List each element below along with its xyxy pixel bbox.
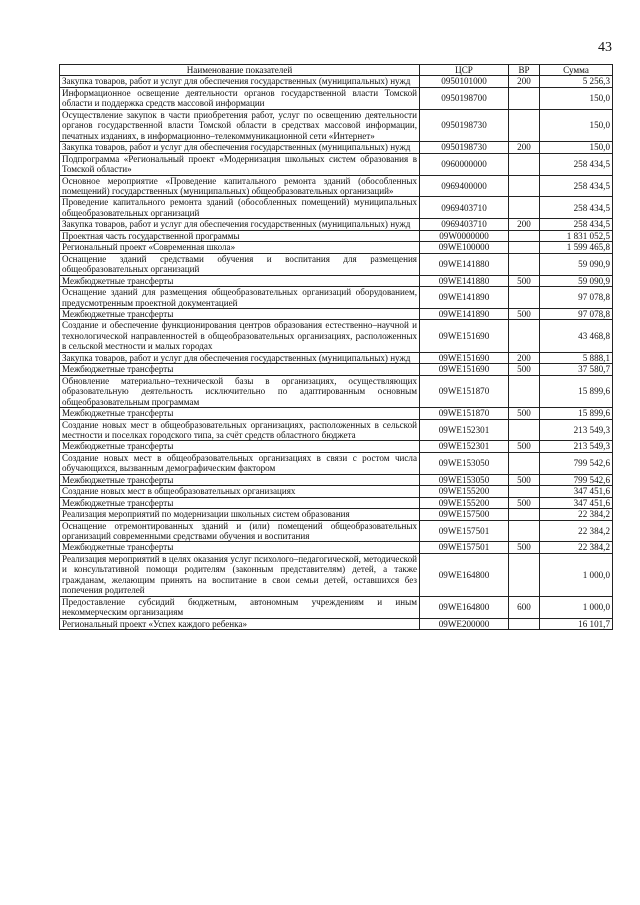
page-number: 43 xyxy=(598,40,612,55)
table-row xyxy=(60,287,613,309)
cell-csr: 0950198730 xyxy=(420,109,509,141)
cell-name: Межбюджетные трансферты xyxy=(60,441,420,452)
cell-sum: 799 542,6 xyxy=(540,474,613,485)
cell-csr: 0969403710 xyxy=(420,197,509,219)
cell-csr: 0969400000 xyxy=(420,175,509,197)
cell-csr: 09WE157500 xyxy=(420,509,509,520)
cell-name: Межбюджетные трансферты xyxy=(60,308,420,319)
table-row xyxy=(60,441,613,452)
cell-vr xyxy=(509,452,540,474)
table-row xyxy=(60,352,613,363)
cell-csr: 0950198730 xyxy=(420,142,509,153)
cell-csr: 09WE155200 xyxy=(420,497,509,508)
cell-csr: 0960000000 xyxy=(420,153,509,175)
cell-name: Закупка товаров, работ и услуг для обеспечения государственных (муниципальных) нужд xyxy=(60,352,420,363)
cell-vr: 500 xyxy=(509,308,540,319)
cell-csr: 09WE141890 xyxy=(420,287,509,309)
cell-sum: 97 078,8 xyxy=(540,308,613,319)
cell-vr xyxy=(509,242,540,253)
cell-sum: 22 384,2 xyxy=(540,520,613,542)
cell-vr xyxy=(509,419,540,441)
cell-name: Закупка товаров, работ и услуг для обеспечения государственных (муниципальных) нужд xyxy=(60,76,420,87)
cell-csr: 09WE152301 xyxy=(420,419,509,441)
cell-sum: 5 888,1 xyxy=(540,352,613,363)
cell-csr: 09WE164800 xyxy=(420,596,509,618)
cell-vr xyxy=(509,197,540,219)
table-row xyxy=(60,142,613,153)
table-row xyxy=(60,375,613,407)
cell-vr: 500 xyxy=(509,542,540,553)
cell-name: Закупка товаров, работ и услуг для обеспечения государственных (муниципальных) нужд xyxy=(60,142,420,153)
cell-csr: 09WE100000 xyxy=(420,242,509,253)
cell-name: Информационное освещение деятельности органов государственной власти Томской области и поддержка средств массовой информации xyxy=(60,87,420,109)
cell-vr: 500 xyxy=(509,497,540,508)
cell-vr xyxy=(509,618,540,629)
header-vr: ВР xyxy=(509,65,540,76)
cell-vr xyxy=(509,375,540,407)
cell-csr: 09WE155200 xyxy=(420,486,509,497)
cell-vr xyxy=(509,253,540,275)
cell-name: Реализация мероприятий по модернизации школьных систем образования xyxy=(60,509,420,520)
cell-csr: 0950101000 xyxy=(420,76,509,87)
cell-csr: 09WE153050 xyxy=(420,474,509,485)
cell-name: Создание новых мест в общеобразовательных организациях xyxy=(60,486,420,497)
cell-vr xyxy=(509,553,540,596)
cell-vr: 500 xyxy=(509,408,540,419)
cell-sum: 150,0 xyxy=(540,109,613,141)
cell-vr: 200 xyxy=(509,352,540,363)
table-row xyxy=(60,87,613,109)
table-row xyxy=(60,486,613,497)
cell-csr: 09WE200000 xyxy=(420,618,509,629)
cell-sum: 1 599 465,8 xyxy=(540,242,613,253)
cell-name: Межбюджетные трансферты xyxy=(60,497,420,508)
cell-vr: 500 xyxy=(509,364,540,375)
cell-vr xyxy=(509,486,540,497)
cell-vr xyxy=(509,287,540,309)
cell-csr: 09WE152301 xyxy=(420,441,509,452)
cell-csr: 09WE141880 xyxy=(420,253,509,275)
header-name: Наименование показателей xyxy=(60,65,420,76)
cell-csr: 09WE151690 xyxy=(420,352,509,363)
cell-sum: 347 451,6 xyxy=(540,486,613,497)
cell-vr xyxy=(509,109,540,141)
cell-sum: 5 256,3 xyxy=(540,76,613,87)
cell-sum: 15 899,6 xyxy=(540,375,613,407)
cell-sum: 15 899,6 xyxy=(540,408,613,419)
table-row xyxy=(60,242,613,253)
cell-sum: 1 831 052,5 xyxy=(540,230,613,241)
cell-name: Оснащение зданий для размещения общеобразовательных организаций оборудованием, предусмотренным проектной документацией xyxy=(60,287,420,309)
cell-name: Основное мероприятие «Проведение капитального ремонта зданий (обособленных помещений) государственных (муниципальных) общеобразовательных организаций» xyxy=(60,175,420,197)
cell-name: Создание новых мест в общеобразовательных организациях, расположенных в сельской местности и поселках городского типа, за счёт средств областного бюджета xyxy=(60,419,420,441)
cell-sum: 97 078,8 xyxy=(540,287,613,309)
cell-name: Создание и обеспечение функционирования центров образования естественно–научной и технологической направленностей в общеобразовательных организациях, расположенных в сельской местности и малых городах xyxy=(60,320,420,352)
cell-sum: 37 580,7 xyxy=(540,364,613,375)
cell-csr: 09WE153050 xyxy=(420,452,509,474)
cell-csr: 09WE141880 xyxy=(420,275,509,286)
cell-vr: 200 xyxy=(509,142,540,153)
table-row xyxy=(60,520,613,542)
cell-vr xyxy=(509,509,540,520)
cell-csr: 09WE164800 xyxy=(420,553,509,596)
cell-csr: 09WE151870 xyxy=(420,375,509,407)
cell-sum: 59 090,9 xyxy=(540,275,613,286)
cell-name: Предоставление субсидий бюджетным, автономным учреждениям и иным некоммерческим организациям xyxy=(60,596,420,618)
cell-sum: 43 468,8 xyxy=(540,320,613,352)
cell-sum: 258 434,5 xyxy=(540,197,613,219)
table-row xyxy=(60,553,613,596)
cell-name: Создание новых мест в общеобразовательных организациях в связи с ростом числа обучающихся, вызванным демографическим фактором xyxy=(60,452,420,474)
cell-sum: 258 434,5 xyxy=(540,153,613,175)
cell-vr xyxy=(509,520,540,542)
cell-csr: 0950198700 xyxy=(420,87,509,109)
cell-vr xyxy=(509,320,540,352)
table-row xyxy=(60,474,613,485)
table-row xyxy=(60,153,613,175)
cell-name: Осуществление закупок в части приобретения работ, услуг по освещению деятельности органов государственной власти Томской области в средствах массовой информации, печатных изданиях, в информационно–телекоммуникационной сети «Интернет» xyxy=(60,109,420,141)
table-row xyxy=(60,618,613,629)
table-header xyxy=(60,65,613,76)
cell-sum: 22 384,2 xyxy=(540,509,613,520)
cell-csr: 09WE157501 xyxy=(420,542,509,553)
cell-sum: 799 542,6 xyxy=(540,452,613,474)
table-row xyxy=(60,197,613,219)
cell-name: Проектная часть государственной программы xyxy=(60,230,420,241)
cell-sum: 150,0 xyxy=(540,142,613,153)
cell-csr: 0969403710 xyxy=(420,219,509,230)
cell-name: Реализация мероприятий в целях оказания услуг психолого–педагогической, методической и консультативной помощи родителям (законным представителям) детей, а также гражданам, желающим принять на воспитание в свои семьи детей, оставшихся без попечения родителей xyxy=(60,553,420,596)
cell-name: Межбюджетные трансферты xyxy=(60,275,420,286)
table-row xyxy=(60,596,613,618)
table-row xyxy=(60,219,613,230)
cell-sum: 1 000,0 xyxy=(540,553,613,596)
cell-csr: 09W0000000 xyxy=(420,230,509,241)
cell-name: Проведение капитального ремонта зданий (обособленных помещений) муниципальных общеобразовательных организаций xyxy=(60,197,420,219)
cell-vr xyxy=(509,175,540,197)
cell-sum: 1 000,0 xyxy=(540,596,613,618)
cell-name: Подпрограмма «Региональный проект «Модернизация школьных систем образования в Томской области» xyxy=(60,153,420,175)
cell-vr: 500 xyxy=(509,275,540,286)
table-row xyxy=(60,509,613,520)
table-row xyxy=(60,452,613,474)
header-csr: ЦСР xyxy=(420,65,509,76)
cell-vr: 500 xyxy=(509,474,540,485)
header-sum: Сумма xyxy=(540,65,613,76)
cell-name: Закупка товаров, работ и услуг для обеспечения государственных (муниципальных) нужд xyxy=(60,219,420,230)
cell-sum: 213 549,3 xyxy=(540,441,613,452)
cell-name: Оснащение отремонтированных зданий и (или) помещений общеобразовательных организаций современными средствами обучения и воспитания xyxy=(60,520,420,542)
cell-vr: 500 xyxy=(509,441,540,452)
table-row xyxy=(60,76,613,87)
table-row xyxy=(60,364,613,375)
cell-vr: 200 xyxy=(509,76,540,87)
cell-name: Межбюджетные трансферты xyxy=(60,474,420,485)
cell-name: Оснащение зданий средствами обучения и воспитания для размещения общеобразовательных организаций xyxy=(60,253,420,275)
table-row xyxy=(60,308,613,319)
table-row xyxy=(60,230,613,241)
cell-sum: 150,0 xyxy=(540,87,613,109)
cell-vr: 600 xyxy=(509,596,540,618)
table-row xyxy=(60,408,613,419)
cell-name: Региональный проект «Современная школа» xyxy=(60,242,420,253)
table-row xyxy=(60,109,613,141)
cell-name: Межбюджетные трансферты xyxy=(60,364,420,375)
cell-sum: 347 451,6 xyxy=(540,497,613,508)
table-row xyxy=(60,320,613,352)
cell-csr: 09WE157501 xyxy=(420,520,509,542)
table-row xyxy=(60,497,613,508)
cell-name: Межбюджетные трансферты xyxy=(60,408,420,419)
table-body xyxy=(60,76,613,630)
cell-csr: 09WE151690 xyxy=(420,364,509,375)
cell-vr xyxy=(509,230,540,241)
cell-csr: 09WE141890 xyxy=(420,308,509,319)
cell-name: Региональный проект «Успех каждого ребенка» xyxy=(60,618,420,629)
cell-sum: 59 090,9 xyxy=(540,253,613,275)
table-row xyxy=(60,175,613,197)
cell-sum: 16 101,7 xyxy=(540,618,613,629)
cell-csr: 09WE151690 xyxy=(420,320,509,352)
cell-name: Обновление материально–технической базы в организациях, осуществляющих образовательную деятельность исключительно по адаптированным основным общеобразовательным программам xyxy=(60,375,420,407)
budget-table xyxy=(59,64,613,630)
table-row xyxy=(60,419,613,441)
cell-sum: 213 549,3 xyxy=(540,419,613,441)
cell-vr: 200 xyxy=(509,219,540,230)
cell-name: Межбюджетные трансферты xyxy=(60,542,420,553)
cell-vr xyxy=(509,153,540,175)
cell-sum: 258 434,5 xyxy=(540,175,613,197)
header-row xyxy=(60,65,613,76)
table-row xyxy=(60,542,613,553)
table-row xyxy=(60,253,613,275)
table-row xyxy=(60,275,613,286)
cell-csr: 09WE151870 xyxy=(420,408,509,419)
cell-sum: 22 384,2 xyxy=(540,542,613,553)
cell-sum: 258 434,5 xyxy=(540,219,613,230)
cell-vr xyxy=(509,87,540,109)
